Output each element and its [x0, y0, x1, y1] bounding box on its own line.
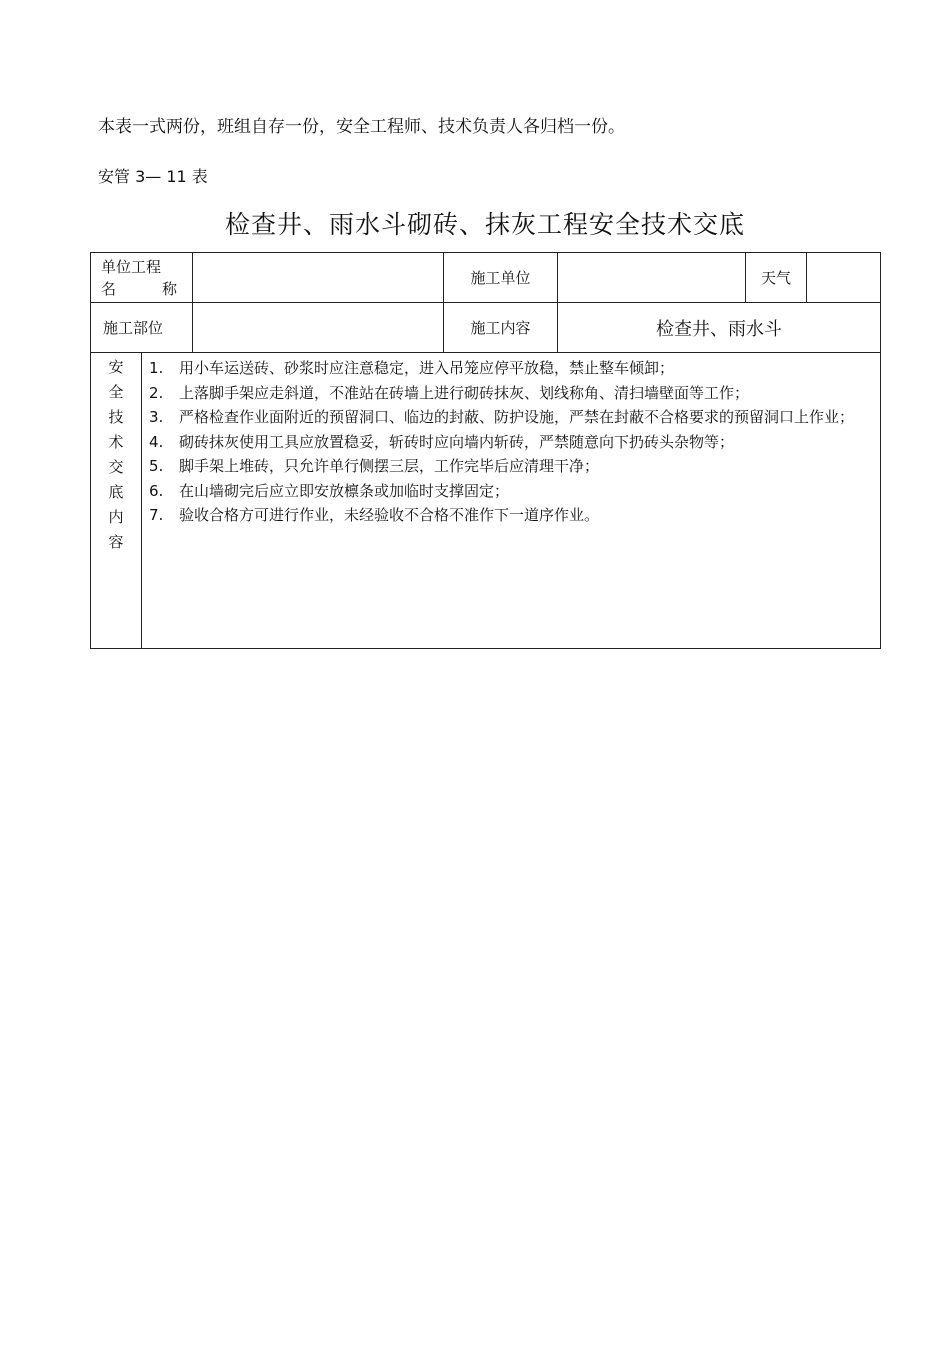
weather-label: 天气 — [746, 253, 807, 303]
form-code: 安管 3— 11 表 — [98, 167, 208, 186]
distribution-note: 本表一式两份，班组自存一份，安全工程师、技术负责人各归档一份。 — [98, 117, 625, 137]
disclosure-label-char: 技 — [108, 408, 124, 426]
item-number: 6. — [149, 481, 164, 500]
item-text: 严格检查作业面附近的预留洞口、临边的封蔽、防护设施，严禁在封蔽不合格要求的预留洞口上作业； — [179, 408, 855, 426]
unit-project-label-cell — [91, 253, 193, 303]
disclosure-content-cell — [142, 353, 881, 649]
item-number: 7. — [149, 506, 164, 524]
list-item — [149, 356, 873, 381]
list-item — [149, 381, 873, 406]
disclosure-label-char: 术 — [108, 433, 124, 451]
item-number: 4. — [149, 432, 164, 451]
item-number: 3. — [149, 408, 164, 426]
item-number: 5. — [149, 457, 164, 475]
unit-project-value[interactable] — [193, 253, 444, 303]
item-text: 在山墙砌完后应立即安放檩条或加临时支撑固定； — [179, 481, 510, 500]
construction-unit-value[interactable] — [558, 253, 746, 303]
construction-content-value[interactable]: 检查井、雨水斗 — [558, 303, 881, 353]
list-item — [149, 503, 873, 528]
construction-part-label: 施工部位 — [91, 303, 193, 353]
item-number: 2. — [149, 383, 164, 402]
disclosure-label-char: 底 — [108, 483, 124, 501]
safety-items-list — [149, 356, 873, 528]
disclosure-label-char: 交 — [108, 458, 124, 476]
disclosure-label-char: 安 — [108, 358, 124, 376]
item-text: 用小车运送砖、砂浆时应注意稳定，进入吊笼应停平放稳，禁止整车倾卸； — [179, 359, 675, 377]
item-text: 验收合格方可进行作业，未经验收不合格不准作下一道序作业。 — [179, 506, 600, 524]
construction-part-value[interactable] — [193, 303, 444, 353]
safety-disclosure-table — [90, 252, 881, 649]
unit-project-label-char-a: 名 — [101, 279, 117, 298]
disclosure-label-char: 内 — [108, 508, 124, 526]
item-text: 上落脚手架应走斜道，不准站在砖墙上进行砌砖抹灰、划线称角、清扫墙壁面等工作； — [179, 383, 750, 402]
table-row — [91, 303, 881, 353]
weather-value[interactable] — [807, 253, 881, 303]
list-item — [149, 454, 873, 479]
item-number: 1. — [149, 359, 164, 377]
item-text: 砌砖抹灰使用工具应放置稳妥，斩砖时应向墙内斩砖，严禁随意向下扔砖头杂物等； — [179, 432, 735, 451]
disclosure-content-label — [91, 353, 142, 649]
list-item — [149, 405, 873, 430]
unit-project-label-line1: 单位工程 — [101, 257, 162, 276]
construction-unit-label: 施工单位 — [444, 253, 558, 303]
item-text: 脚手架上堆砖，只允许单行侧摆三层，工作完毕后应清理干净； — [179, 457, 600, 475]
document-title: 检查井、雨水斗砌砖、抹灰工程安全技术交底 — [224, 210, 745, 239]
table-row — [91, 353, 881, 649]
list-item — [149, 479, 873, 504]
disclosure-label-char: 容 — [108, 533, 124, 551]
table-row — [91, 253, 881, 303]
list-item — [149, 430, 873, 455]
unit-project-label-char-b: 称 — [161, 279, 177, 298]
disclosure-label-char: 全 — [108, 383, 124, 401]
unit-project-label-line2 — [101, 278, 177, 300]
construction-content-label: 施工内容 — [444, 303, 558, 353]
